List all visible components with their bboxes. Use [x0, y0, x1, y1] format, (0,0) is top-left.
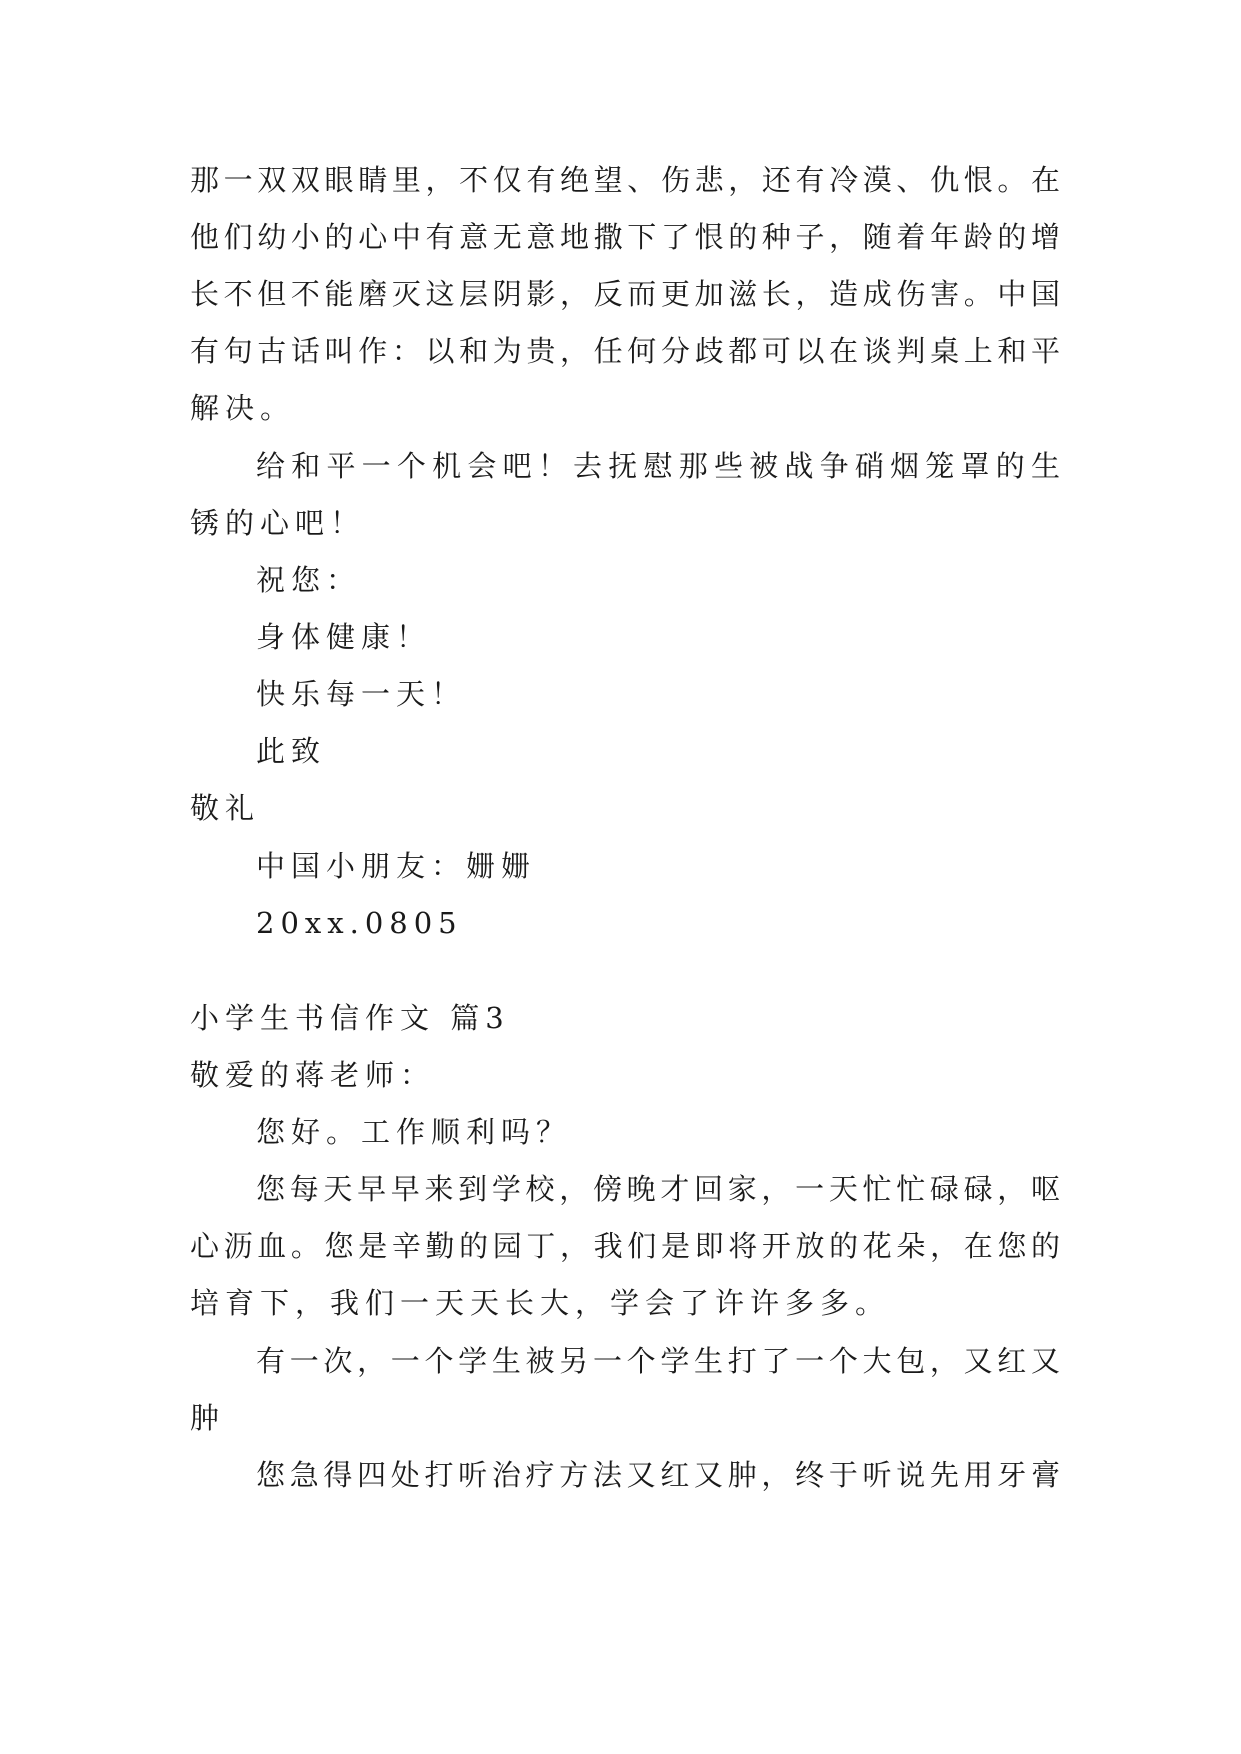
greeting-line: 祝您：	[256, 563, 362, 597]
greeting-line: 快乐每一天！	[256, 677, 467, 711]
text-line: 那一双双眼睛里，不仅有绝望、伤悲，还有冷漠、仇恨。在	[190, 163, 1060, 197]
text-line: 长不但不能磨灭这层阴影，反而更加滋长，造成伤害。中国	[190, 277, 1060, 311]
text-line: 心沥血。您是辛勤的园丁，我们是即将开放的花朵，在您的	[190, 1229, 1060, 1263]
signature: 中国小朋友：姗姗	[256, 849, 537, 883]
text-line: 肿	[190, 1401, 226, 1435]
text-line: 给和平一个机会吧！去抚慰那些被战争硝烟笼罩的生	[256, 449, 1060, 483]
text-line: 锈的心吧！	[190, 506, 366, 540]
text-line: 培育下，我们一天天长大，学会了许许多多。	[190, 1286, 891, 1320]
text-line: 您急得四处打听治疗方法又红又肿，终于听说先用牙膏	[256, 1458, 1060, 1492]
closing-salute: 敬礼	[190, 791, 261, 825]
salutation: 敬爱的蒋老师：	[190, 1058, 436, 1092]
text-line: 解决。	[190, 391, 296, 425]
greeting-line: 身体健康！	[256, 620, 432, 654]
section-heading: 小学生书信作文 篇3	[190, 1001, 510, 1035]
closing-line: 此致	[256, 734, 327, 768]
date-line: 20xx.0805	[256, 906, 463, 940]
text-line: 有句古话叫作：以和为贵，任何分歧都可以在谈判桌上和平	[190, 334, 1060, 368]
text-line: 他们幼小的心中有意无意地撒下了恨的种子，随着年龄的增	[190, 220, 1060, 254]
text-line: 您好。工作顺利吗？	[256, 1115, 572, 1149]
text-line: 您每天早早来到学校，傍晚才回家，一天忙忙碌碌，呕	[256, 1172, 1060, 1206]
text-line: 有一次，一个学生被另一个学生打了一个大包，又红又	[256, 1344, 1060, 1378]
